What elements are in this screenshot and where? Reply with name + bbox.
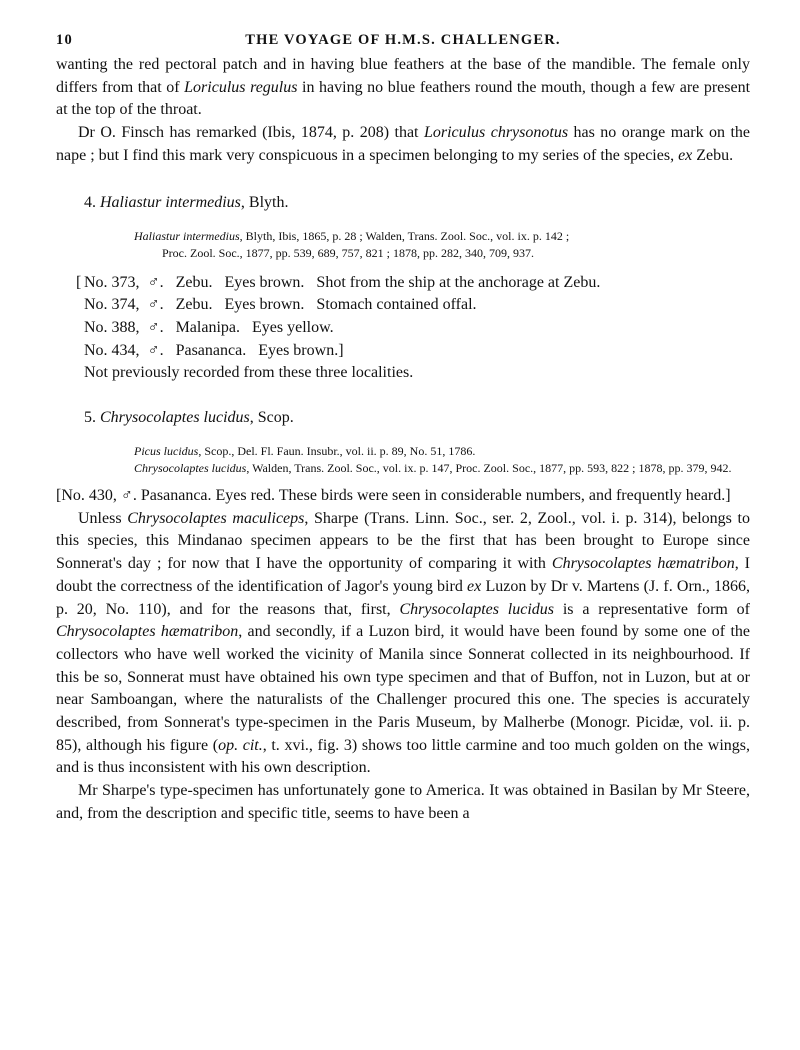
text-run: , Sharpe (Trans. Linn. Soc., ser. 2, Zool., vol. i. p. 314), belongs to this species, this Mindanao specimen appears to be the first that has been brought to Europe since Sonnerat's day ; for now that I have the opportunity of comparing it with [56,509,750,573]
italic-text-run: Picus lucidus [134,444,199,459]
italic-text-run: op. cit. [218,736,263,754]
text-run: Unless [78,509,128,527]
specimen-paragraph [56,485,750,508]
italic-text-run: Haliastur intermedius [100,193,241,211]
reference-line [134,228,746,245]
locality-note: Not previously recorded from these three localities. [84,364,414,382]
sex-symbol: ♂. [147,296,164,314]
specimen-locality: Pasananca. [175,341,247,359]
italic-text-run: Chrysocolaptes lucidus [399,600,555,618]
specimen-number: No. 374, [84,296,140,314]
specimen-eye-color: Eyes brown. [224,273,305,291]
italic-text-run: Loriculus chrysonotus [423,124,569,142]
page [56,32,750,826]
sex-symbol: ♂. [147,273,164,291]
page-number: 10 [56,32,73,48]
specimen-record [84,340,750,363]
specimen-locality: Zebu. [175,296,213,314]
text-run: Proc. Zool. Soc., 1877, pp. 539, 689, 757, 821 ; 1878, pp. 282, 340, 709, 937. [162,245,534,260]
intro-section [56,54,750,168]
reference-line [134,443,746,460]
specimen-locality: Zebu. [175,273,213,291]
italic-text-run: ex [467,577,482,595]
reference-line [134,460,746,477]
text-run: Zebu. [692,146,734,164]
sex-symbol: ♂. [147,341,164,359]
specimen-number: No. 434, [84,341,140,359]
paragraph-sharpe [56,780,750,825]
text-run: , I doubt the correctness of the identification of Jagor's young bird [56,555,751,595]
text-run: in having no blue feathers round the mouth, though a few are present at the top of the throat. [56,78,751,119]
specimen-list [76,272,750,363]
species-4-references [56,228,750,262]
species-5-references [56,443,750,477]
species-5-entry [56,407,750,826]
text-run: Mr Sharpe's type-specimen has unfortunately gone to America. It was obtained in Basilan by Mr Steere, and, from the description and specific title, seems to have been a [56,782,750,822]
specimen-extra-note: Shot from the ship at the anchorage at Zebu. [316,273,601,291]
specimen-number: No. 388, [84,318,140,336]
text-run: , Scop. [249,409,294,427]
specimen-eye-color: Eyes brown. [224,296,305,314]
species-4-entry [56,192,750,386]
specimen-eye-color: Eyes brown.] [258,341,344,359]
paragraph-loriculus [56,54,750,122]
running-title: THE VOYAGE OF H.M.S. CHALLENGER. [245,32,561,48]
specimen-record [84,294,750,317]
text-run: [No. 430, ♂. Pasananca. Eyes red. These birds were seen in considerable numbers, and frequently heard.] [56,487,731,505]
reference-line [134,245,746,262]
species-4-specimens [56,272,750,386]
text-run: , and secondly, if a Luzon bird, it would have been found by some one of the collectors who have well worked the vicinity of Manila since Sonnerat collected in its neighbourhood. If this be so, Sonnerat must have obtained his own type specimen and that of Buffon, not in Luzon, but at or near Samboangan, where the naturalists of the Challenger procured this one. The species is accurately described, from Sonnerat's type-specimen in the Paris Museum, by Malherbe (Monogr. Picidæ, vol. ii. p. 85), although his figure ( [56,623,750,754]
text-run: , Scop., Del. Fl. Faun. Insubr., vol. ii. p. 89, No. 51, 1786. [198,444,476,459]
text-run: is a representative form of [554,600,751,618]
specimen-eye-color: Eyes yellow. [251,318,334,336]
text-run: , t. xvi., fig. 3) shows too little carmine and too much golden on the wings, and is thus inconsistent with his own description. [56,736,750,777]
italic-text-run: Chrysocolaptes hæmatribon [56,623,239,641]
text-run: 4. [84,193,100,211]
paragraph-unless [56,508,750,780]
paragraph-finsch [56,122,750,167]
sex-symbol: ♂. [147,318,164,336]
text-run: , Walden, Trans. Zool. Soc., vol. ix. p. 147, Proc. Zool. Soc., 1877, pp. 593, 822 ; 1878, pp. 379, 942. [246,461,732,476]
specimen-extra-note: Stomach contained offal. [316,296,477,314]
italic-text-run: Chrysocolaptes lucidus [100,409,250,427]
species-4-heading [56,192,750,214]
running-header [56,32,750,54]
open-bracket: [ [76,273,82,291]
text-run: , Blyth, Ibis, 1865, p. 28 ; Walden, Trans. Zool. Soc., vol. ix. p. 142 ; [239,228,570,243]
text-run: , Blyth. [240,193,289,211]
text-run: Luzon by Dr v. Martens (J. f. Orn., 1866, p. 20, No. 110), and for the reasons that, first, [56,577,750,618]
species-5-heading [56,407,750,429]
text-run: 5. [84,409,100,427]
specimen-record [76,272,750,295]
italic-text-run: Chrysocolaptes hæmatribon [551,555,735,573]
species-5-discussion [56,485,750,826]
text-run: wanting the red pectoral patch and in having blue feathers at the base of the mandible. The female only differs from that of [56,56,750,96]
italic-text-run: Chrysocolaptes lucidus [134,461,247,476]
italic-text-run: Haliastur intermedius [134,228,240,243]
italic-text-run: Chrysocolaptes maculiceps [127,509,305,527]
specimen-number: No. 373, [84,273,140,291]
specimen-locality: Malanipa. [175,318,240,336]
italic-text-run: ex [678,146,693,164]
text-run: has no orange mark on the nape ; but I find this mark very conspicuous in a specimen belonging to my series of the species, [56,124,751,164]
text-run: Dr O. Finsch has remarked (Ibis, 1874, p. 208) that [78,124,424,142]
specimen-record [84,317,750,340]
italic-text-run: Loriculus regulus [184,78,298,96]
